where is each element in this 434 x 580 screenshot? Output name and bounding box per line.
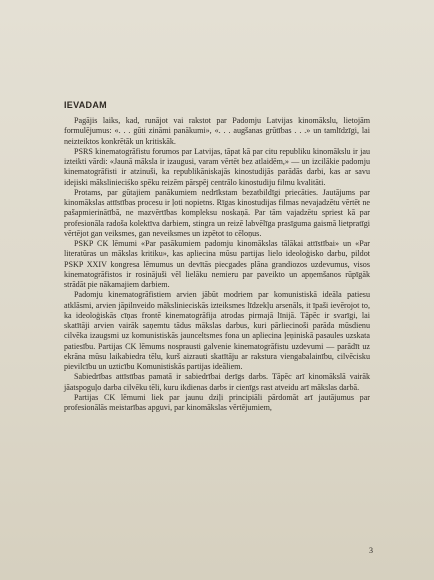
paragraph: Pagājis laiks, kad, runājot vai rakstot par Padomju Latvijas kinomākslu, lietojām formulējumus: «. . . gūti zināmi panākumi», «. . . augšanas grūtības . . .» un tamlīdzīgi, lai neizteiktos konkrētāk un kritiskāk. <box>64 116 370 146</box>
page-number: 3 <box>369 546 373 555</box>
paragraph: PSRS kinematogrāfistu forumos par Latvijas, tāpat kā par citu republiku kinomākslu ir jau izteikti vārdi: «Jaunā māksla ir izaugusi, varam vērtēt bez atlaidēm,» — un izcilākie padomju kinematogrāfisti ir atzinuši, ka republikāniskajās kinostudijās parādās darbi, kas ar savu ideįiski mākslinieciśko spēku reizēm pārspēj centrālo kinostudiju filmu kvalitāti. <box>64 146 370 187</box>
paragraph: Sabiedrības attīstības pamatā ir sabiedrībai derīgs darbs. Tāpēc arī kinomākslā vairāk jāatspoguļo darba cilvēku tēli, kuru ikdienas darbs ir cienīgs rast atveidu arī mākslas darbā. <box>64 372 370 392</box>
paragraph: PSKP CK lēmumi «Par pasākumiem padomju kinomākslas tālākai attīstībai» un «Par literatūras un mākslas kritiku», kas apliecina mūsu partijas lielo ideoloģisko darbu, pildot PSKP XXIV kongresa lēmumus un devītās piecgades plāna grandiozos uzdevumus, visos kinematogrāfistos ir rosinājuši vēl lielāku nemieru par paveikto un apņemšanos rūpīgāk strādāt pie nākamajiem darbiem. <box>64 239 370 289</box>
paragraph: Padomju kinematogrāfistiem arvien jābūt modriem par komunistiskā ideāla patiesu atklāsmi, arvien jāpilnveido mākslinieciskās izteiksmes līdzekļu arsenāls, it īpaši ievērojot to, ka ideoloģiskās cīņas frontē kinematogrāfija atrodas pirmajā līnijā. Tāpēc ir svarīgi, lai skatītāji arvien vairāk saņemtu tādus mākslas darbus, kuri pārliecinoši parāda mūsdienu cilvēka izaugsmi uz komunistiskās jaunceltsmes fona un apliecina ļeņiniskā pasaules uzskata patiesību. Partijas CK lēmums nosprausti galvenie kinematogrāfistu uzdevumi — parādīt uz ekrāna mūsu laikabiedra tēlu, kurš aizrauti skatītāju ar rakstura viengabalainību, cilvēcisku pievilcību un uzticību Komunistiskās partijas ideāliem. <box>64 290 370 371</box>
body-text <box>64 116 370 413</box>
paragraph: Protams, par gūtajiem panākumiem nedrīkstam bezatbildīgi priecāties. Jautājums par kinomākslas attīstības procesu ir ļoti nopietns. Rīgas kinostudijas filmas nevajadzētu vērtēt ne pašapmierinātībā, ne mazvērtības kompleksu noskaņā. Par tām vajadzētu spriest kā par profesionāla radoša kolektīva darbiem, stingra un reizē labvēlīga prasīguma gaismā lietpratīgi vērtējot gan veiksmes, gan neveiksmes un izpētot to cēloņus. <box>64 187 370 238</box>
paragraph: Partijas CK lēmumi liek par jaunu dziļi principiāli pārdomāt arī jautājumus par profesionālās meistarības apguvi, par kinomākslas vērtējumiem, <box>64 392 370 412</box>
section-heading: IEVADAM <box>64 100 107 110</box>
